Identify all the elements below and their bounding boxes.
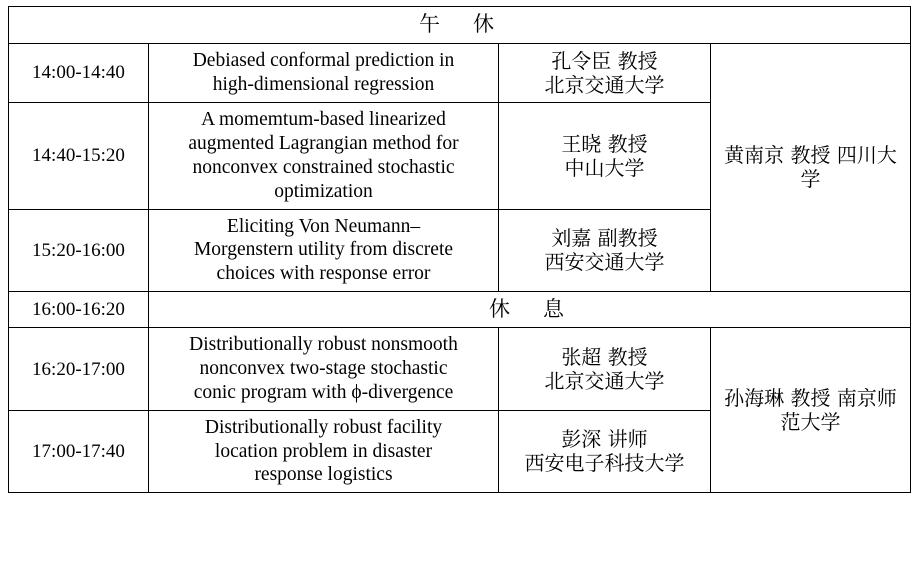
table-row	[9, 328, 911, 410]
speaker-name: 王晓 教授	[561, 131, 648, 156]
session-chair	[711, 43, 911, 291]
session-chair	[711, 328, 911, 493]
speaker-affiliation: 西安电子科技大学	[524, 451, 685, 476]
chair-affiliation: 四川大学	[800, 142, 897, 192]
speaker-name: 刘嘉 副教授	[551, 225, 658, 250]
title-line: Debiased conformal prediction in	[192, 50, 455, 72]
table-row-break	[9, 291, 911, 328]
title-line: nonconvex two-stage stochastic	[199, 358, 448, 380]
session-title	[149, 43, 499, 103]
schedule-table	[8, 6, 911, 493]
title-line: optimization	[274, 180, 373, 202]
session-speaker	[499, 43, 711, 103]
table-row-lunch	[9, 7, 911, 44]
session-title	[149, 103, 499, 209]
session-time: 17:00-17:40	[9, 410, 149, 492]
break-time: 16:00-16:20	[9, 291, 149, 328]
title-line: choices with response error	[216, 263, 431, 285]
title-line: response logistics	[254, 464, 393, 486]
chair-affiliation: 南京师范大学	[780, 385, 897, 435]
speaker-affiliation: 北京交通大学	[544, 369, 665, 394]
break-banner: 休 息	[149, 291, 911, 328]
title-line: nonconvex constrained stochastic	[192, 156, 455, 178]
chair-name: 黄南京 教授	[724, 142, 831, 167]
speaker-name: 孔令臣 教授	[551, 48, 658, 73]
session-title	[149, 410, 499, 492]
schedule-body	[9, 7, 911, 493]
session-speaker	[499, 209, 711, 291]
session-title	[149, 209, 499, 291]
title-line: A momemtum-based linearized	[201, 109, 446, 131]
speaker-affiliation: 北京交通大学	[544, 73, 665, 97]
session-speaker	[499, 103, 711, 209]
title-line: Distributionally robust nonsmooth	[189, 334, 458, 356]
title-line: Eliciting Von Neumann–	[226, 215, 421, 237]
speaker-affiliation: 中山大学	[564, 155, 645, 180]
session-time: 16:20-17:00	[9, 328, 149, 410]
chair-name: 孙海琳 教授	[724, 385, 831, 410]
session-title	[149, 328, 499, 410]
title-line: augmented Lagrangian method for	[188, 133, 459, 155]
title-line: Distributionally robust facility	[204, 416, 443, 438]
title-line: Morgenstern utility from discrete	[193, 239, 454, 261]
session-time: 14:40-15:20	[9, 103, 149, 209]
speaker-affiliation: 西安交通大学	[544, 250, 665, 275]
title-line: high-dimensional regression	[212, 74, 435, 95]
speaker-name: 彭深 讲师	[561, 427, 648, 452]
title-line: conic program with ϕ-divergence	[193, 382, 454, 404]
session-speaker	[499, 328, 711, 410]
session-time: 15:20-16:00	[9, 209, 149, 291]
table-row	[9, 43, 911, 103]
speaker-name: 张超 教授	[561, 344, 648, 369]
session-speaker	[499, 410, 711, 492]
session-time: 14:00-14:40	[9, 43, 149, 103]
title-line: location problem in disaster	[214, 440, 433, 462]
lunch-banner: 午 休	[9, 7, 911, 44]
